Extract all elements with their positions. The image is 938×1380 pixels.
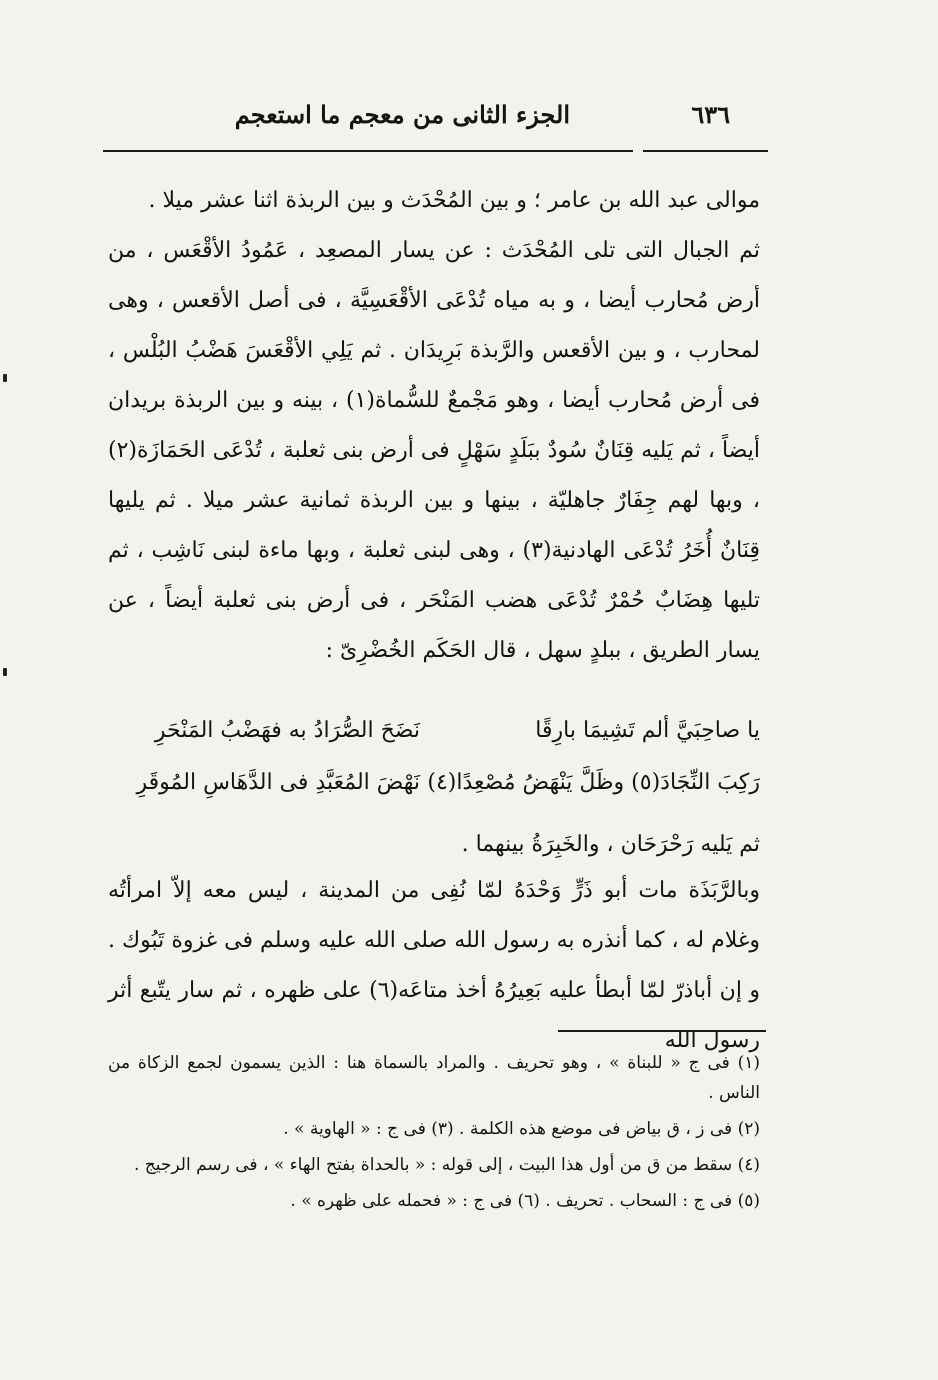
closing-text: [108, 866, 760, 1066]
footnote: (٢) فى ز ، ق بياض فى موضع هذه الكلمة . (٣) فى ج : « الهاوية » .: [283, 1119, 760, 1139]
verse-second-hemistich: نَضَحَ الصُّرَادُ به فهَضْبُ المَنْحَرِ: [154, 718, 420, 743]
paragraph: ثم الجبال التى تلى المُحْدَث : عن يسار المصعِد ، عَمُودُ الأقْعَس ، من أرض مُحارب أيضا ، و به مياه تُدْعَى الأقْعَسِيَّة ، فى أصل الأقعس ، وهى لمحارب ، و بين الأقعس والرَّبذة بَرِيدَان . ثم يَلِي الأقْعَسَ هَضْبُ البُلْس ، فى أرض مُحارب أيضا ، وهو مَجْمعٌ للسُّماة(١) ، بينه و بين الربذة بريدان أيضاً ، ثم يَليه قِنَانٌ سُودٌ ببَلَدٍ سَهْلٍ فى أرض بنى ثعلبة ، تُدْعَى الحَمَازَة(٢) ، وبها لهم جِفَارٌ جاهليّة ، بينها و بين الربذة ثمانية عشر ميلا . ثم يليها قِنَانٌ أُخَرُ تُدْعَى الهادنية(٣) ، وهى لبنى ثعلبة ، وبها ماءة لبنى نَاشِب ، ثم تليها هِضَابٌ حُمْرٌ تُدْعَى هضب المَنْحَر ، فى أرض بنى ثعلبة أيضاً ، عن يسار الطريق ، ببلدٍ سهل ، قال الحَكَم الخُضْرِىّ :: [108, 238, 760, 663]
paragraph: موالى عبد الله بن عامر ؛ و بين المُحْدَث و بين الربذة اثنا عشر ميلا .: [148, 188, 760, 213]
scan-mark: [3, 668, 7, 676]
verse-line: [108, 770, 760, 810]
paragraph: وبالرَّبَذَة مات أبو ذَرٍّ وَحْدَهُ لمّا نُفِى من المدينة ، ليس معه إلاّ امرأتُه وغلام له ، كما أنذره به رسول الله صلى الله عليه وسلم فى غزوة تَبُوك . و إن أباذرّ لمّا أبطأ عليه بَعِيرُهُ أخذ متاعَه(٦) على ظهره ، ثم سار يتّبع أثر رسول الله: [108, 878, 760, 1053]
footnote: (٥) فى ج : السحاب . تحريف . (٦) فى ج : « فحمله على ظهره » .: [290, 1191, 760, 1211]
page-number: ٦٣٦: [691, 100, 730, 129]
footnote: (٤) سقط من ق من أول هذا البيت ، إلى قوله : « بالحداة بفتح الهاء » ، فى رسم الرجيج .: [133, 1155, 760, 1175]
running-title: الجزء الثانى من معجم ما استعجم: [234, 100, 570, 129]
verse-line: [108, 718, 760, 758]
page-header: [234, 100, 740, 146]
verse-second-hemistich: نَهْضَ المُعَبَّدِ فى الدَّهَاسِ المُوقَرِ: [136, 770, 420, 795]
text-after-verse: [108, 820, 760, 870]
verse-first-hemistich: رَكِبَ النِّجَادَ(٥) وظَلَّ يَنْهَضُ مُصْعِدًا(٤): [427, 770, 760, 795]
footnote: (١) فى ج « للبناة » ، وهو تحريف . والمراد بالسماة هنا : الذين يسمون لجمع الزكاة من الناس .: [108, 1053, 760, 1103]
paragraph: ثم يَليه رَحْرَحَان ، والخَبِرَةُ بينهما .: [461, 832, 760, 857]
main-text: [108, 176, 760, 676]
verse-first-hemistich: يا صاحِبَيَّ ألم تَشِيمَا بارِقًا: [535, 718, 760, 743]
footnote-rule: [558, 1030, 766, 1032]
header-rule: [103, 150, 768, 152]
scan-mark: [3, 374, 7, 382]
footnotes: [108, 1048, 760, 1222]
